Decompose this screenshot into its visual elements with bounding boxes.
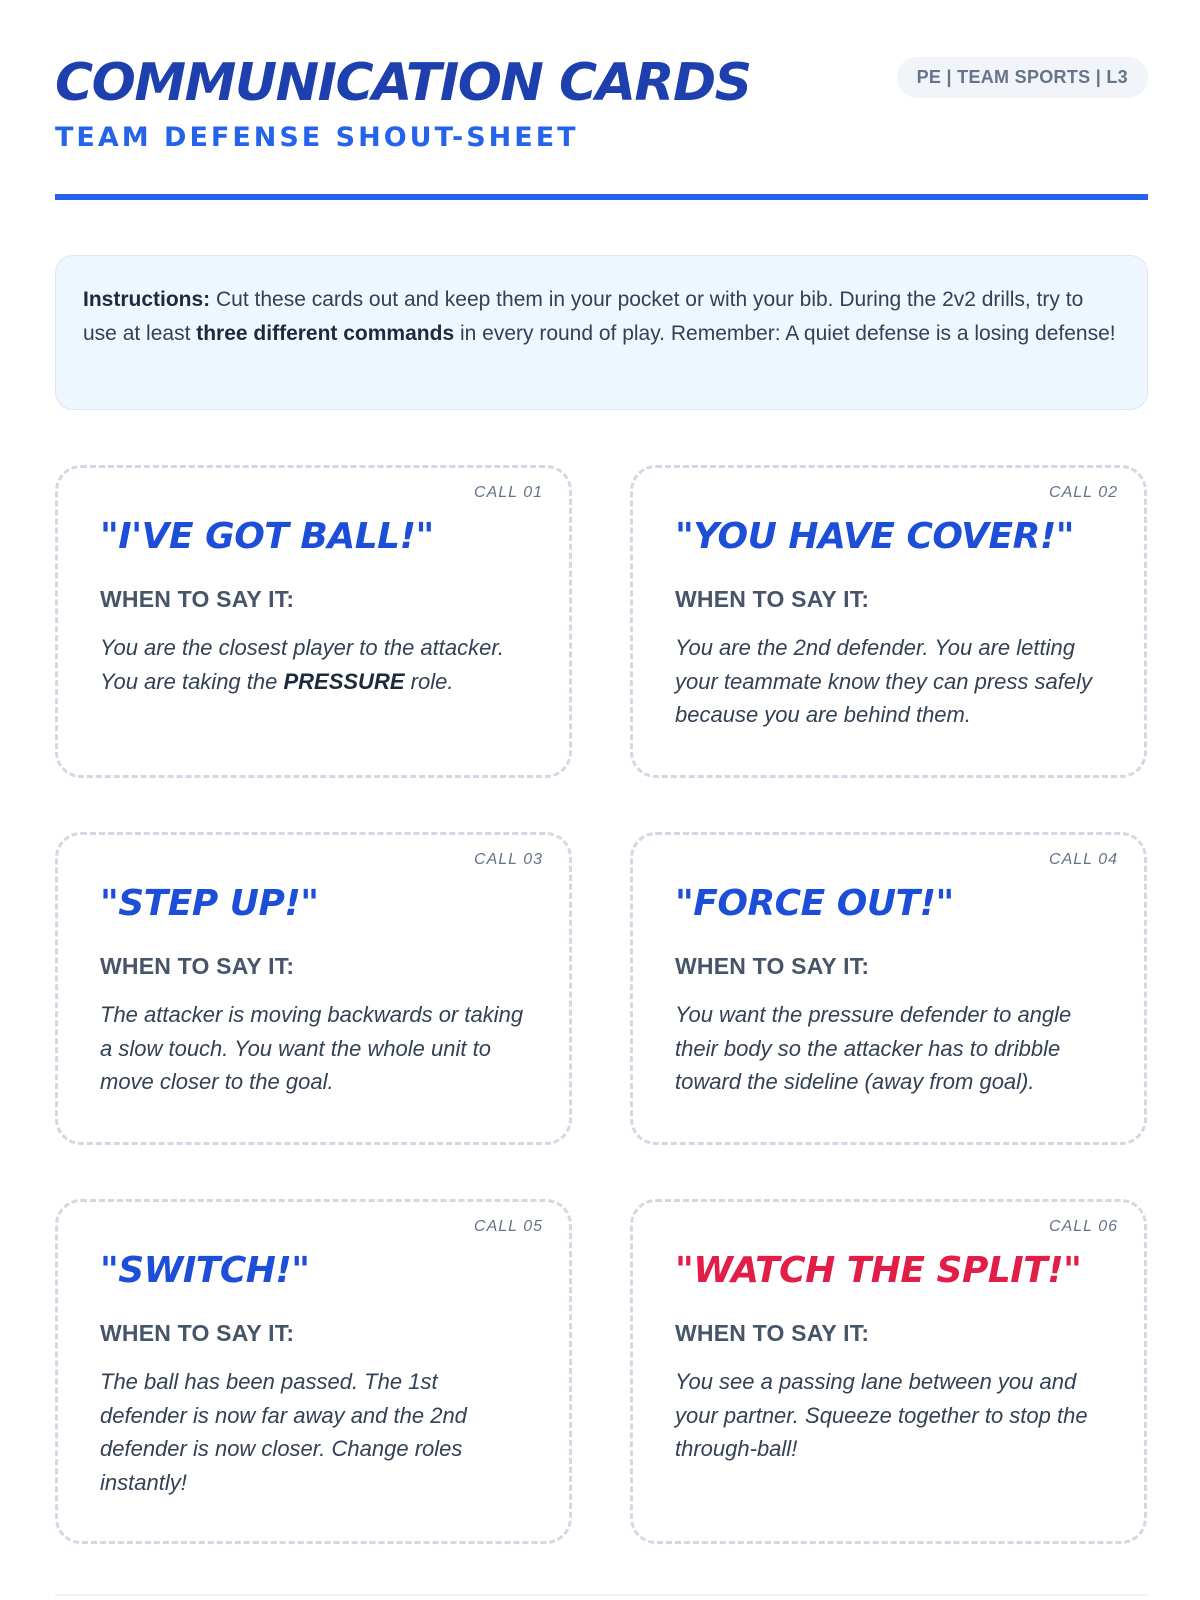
when-label: WHEN TO SAY IT: [675,953,870,979]
header-divider [55,194,1148,200]
when-label: WHEN TO SAY IT: [100,586,295,612]
when-label: WHEN TO SAY IT: [100,1320,295,1346]
call-command: "STEP UP!" [100,883,319,924]
instructions-emphasis: three different commands [196,321,455,345]
call-description-emphasis: PRESSURE [283,668,405,694]
call-number: CALL 04 [1049,851,1118,868]
when-label: WHEN TO SAY IT: [675,586,870,612]
instructions-box [55,255,1148,410]
call-description: You are the 2nd defender. You are letting your teammate know they can press safely because you are behind them. [675,635,1092,727]
page-subtitle: TEAM DEFENSE SHOUT-SHEET [55,122,579,153]
call-description: The ball has been passed. The 1st defender is now far away and the 2nd defender is now closer. Change roles instantly! [100,1369,467,1495]
call-number: CALL 06 [1049,1218,1118,1235]
instructions-label: Instructions: [83,288,211,311]
call-description: You see a passing lane between you and your partner. Squeeze together to stop the through-ball! [675,1369,1088,1461]
call-number: CALL 05 [474,1218,543,1235]
call-number: CALL 01 [474,484,543,501]
communication-card-03 [55,832,572,1145]
instructions-text-2: in every round of play. Remember: A quiet defense is a losing defense! [454,321,1116,345]
call-command: "FORCE OUT!" [675,883,954,924]
when-label: WHEN TO SAY IT: [100,953,295,979]
communication-card-01 [55,465,572,778]
when-label: WHEN TO SAY IT: [675,1320,870,1346]
page-title: COMMUNICATION CARDS [55,53,751,113]
footer-divider [55,1594,1148,1596]
call-number: CALL 03 [474,851,543,868]
page-header [55,50,1148,156]
communication-card-06 [630,1199,1147,1544]
call-description [100,631,527,698]
communication-card-02 [630,465,1147,778]
instructions-text-1: Cut these cards out and keep them in your pocket or with your bib. During the 2v2 drills, try to use at least [83,288,1084,345]
call-description-text-2: role. [404,668,454,694]
communication-card-04 [630,832,1147,1145]
call-command: "SWITCH!" [100,1250,310,1291]
communication-card-05 [55,1199,572,1544]
call-command: "I'VE GOT BALL!" [100,516,434,557]
call-command: "WATCH THE SPLIT!" [675,1250,1082,1291]
course-tag-badge: PE | TEAM SPORTS | L3 [897,57,1148,98]
call-description-text-1: You are the closest player to the attacker. You are taking the [100,635,504,694]
call-command: "YOU HAVE COVER!" [675,516,1075,557]
call-description: The attacker is moving backwards or taking a slow touch. You want the whole unit to move closer to the goal. [100,1002,524,1094]
call-number: CALL 02 [1049,484,1118,501]
call-description: You want the pressure defender to angle their body so the attacker has to dribble toward the sideline (away from goal). [675,1002,1072,1094]
